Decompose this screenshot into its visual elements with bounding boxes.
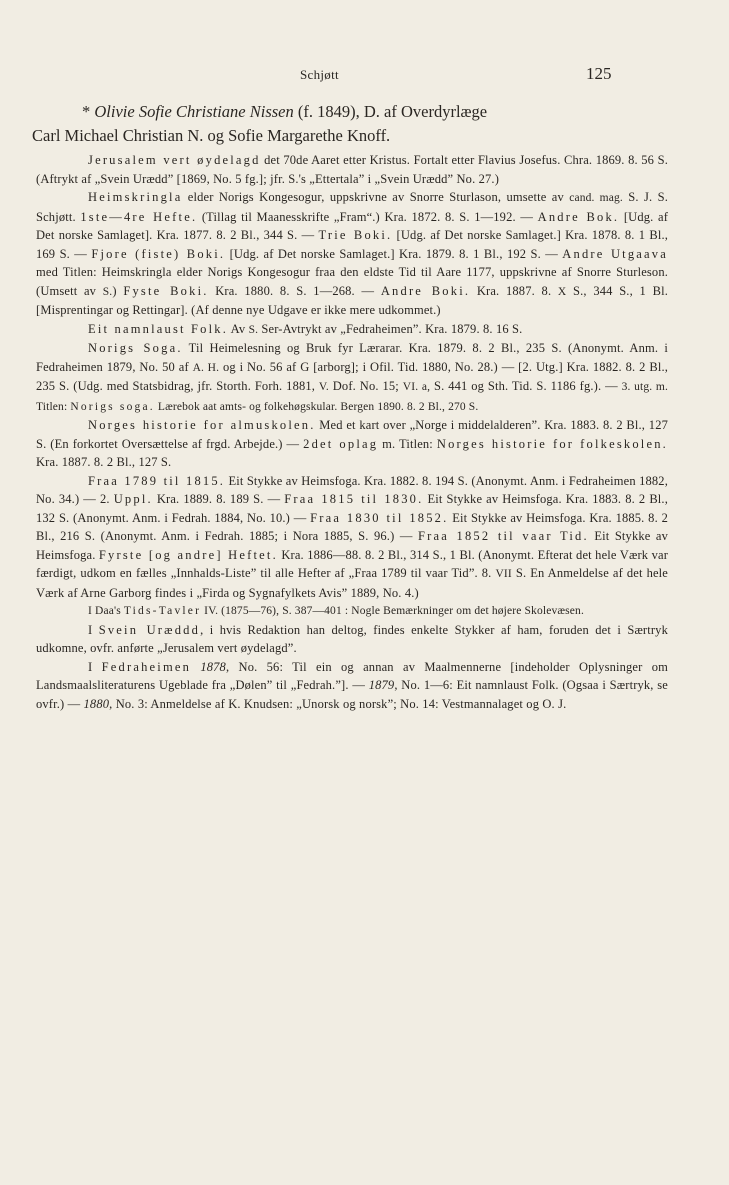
- roman-text: V.: [318, 381, 329, 393]
- entry-text: Til Heimelesning og Bruk fyr Lærarar. Kra. 1879. 8. 2 Bl., 235 S. (Anonymt. Anm. i Fedraheimen 1879, No. 50 af: [36, 341, 668, 374]
- entry-text: Kra. 1887. 8. 2 Bl., 127 S.: [36, 455, 172, 469]
- entry-text: S. 441 og Sth. Tid. S. 1186 fg.). —: [430, 379, 622, 393]
- entry-text: , No. 3: Anmeldelse af K. Knudsen: „Unorsk og norskˮ; No. 14: Vestmannalaget og O. J.: [109, 696, 567, 711]
- entry-text: Kra. 1887. 8.: [470, 283, 558, 298]
- entry-text: I: [88, 622, 99, 637]
- roman-text: 3. utg. m. Titlen:: [36, 381, 668, 413]
- entry-text: m. Titlen:: [378, 436, 437, 451]
- entry-text: Kra. 1889. 8. 189 S. —: [152, 492, 285, 506]
- work-title: Tids-Tavler: [123, 605, 202, 617]
- entry-text: Eit Stykke av Heimsfoga. Kra. 1883. 8. 2 Bl., 132 S. (Anonymt. Anm. i Fedrah. 1884, No. 10.) —: [36, 492, 668, 525]
- work-title: Norges historie for almuskolen.: [88, 418, 316, 432]
- volume-title: Fjore (fiste) Boki.: [91, 246, 226, 261]
- entry-text: Med et kart over „Norge i middelalderenˮ. Kra. 1883. 8. 2 Bl., 127 S. (En forkortet Oversættelse af frgd. Arbejde.) —: [36, 418, 668, 451]
- entry-text: [Udg. af Det norske Samlaget]. Kra. 1877. 8. 2 Bl., 344 S. —: [36, 209, 669, 242]
- volume-title: 2det oplag: [303, 436, 379, 451]
- roman-text: VII: [495, 568, 512, 580]
- volume-title: Trie Boki.: [318, 228, 393, 242]
- volume-title: 1ste—4re Hefte.: [80, 209, 198, 224]
- volume-title: Fraa 1815 til 1830.: [284, 492, 424, 506]
- roman-text: S.: [102, 285, 113, 298]
- entry-text: (Tillag til Maanesskrifte „Fram“.) Kra. 1872. 8. S. 1—192. —: [197, 209, 538, 224]
- work-title: Eit namnlaust Folk.: [88, 321, 229, 336]
- year-text: 1880: [83, 696, 110, 711]
- entry-text: S., 344 S., 1 Bl. [Misprentingar og Rettingar]. (Af denne nye Udgave er ikke mere udkommet.): [36, 283, 668, 317]
- work-title: Svein Uræddd: [98, 622, 201, 637]
- entry-text: med Titlen: Heimskringla elder Norigs Kongesogur fraa den eldste Tid til Aare 1177, uppskrivne af Snorre Sturleson. (Umsett av: [36, 265, 668, 298]
- roman-text: VI. a,: [402, 381, 431, 393]
- entry-heading-line-1: [32, 100, 664, 124]
- work-title: Heimskringla: [88, 190, 183, 204]
- running-head: [0, 64, 729, 88]
- entry-text: Eit Stykke av Heimsfoga. Kra. 1885. 8. 2 Bl., 216 S. (Anonymt. Anm. i Fedrah. 1885; i Nora 1885, S. 96.) —: [36, 510, 668, 543]
- entry-namnlaust-folk: [36, 320, 668, 340]
- entry-tids-tavler: [36, 602, 668, 621]
- entry-text: Eit Stykke av Heimsfoga. Kra. 1882. 8. 194 S. (Anonymt. Anm. i Fedraheimen 1882, No. 34.) — 2.: [36, 473, 668, 506]
- bibliography-body: [36, 151, 668, 713]
- entry-text: I: [88, 659, 102, 674]
- asterisk-marker: *: [82, 102, 91, 121]
- entry-text: , i hvis Redaktion han deltog, findes enkelte Stykker af ham, foruden det i Særtryk udkomne, ovfr. anførte „Jerusalem vert øydelagdˮ.: [36, 622, 668, 655]
- entry-text: I Daa's: [88, 605, 124, 617]
- entry-heading-line-2: Carl Michael Christian N. og Sofie Margarethe Knoff.: [32, 126, 391, 145]
- volume-title: Andre Utgaava: [562, 246, 668, 261]
- volume-title: Andre Bok.: [537, 209, 620, 224]
- work-title: Fedraheimen: [101, 659, 192, 674]
- entry-text: , No. 1—6: Eit namnlaust Folk. (Ogsaa i Særtryk, se ovfr.) —: [36, 678, 668, 711]
- entry-text: og i No. 56 af G [arborg]; i Ofil. Tid. 1880, No. 28.) — [2. Utg.] Kra. 1882. 8. 2 Bl., 235 S. (Udg. med Statsbidrag, jfr. Storth. Forh. 1881,: [36, 359, 668, 393]
- year-text: 1879: [368, 678, 395, 692]
- entry-norigs-soga: [36, 339, 668, 416]
- volume-title: Uppl.: [113, 492, 153, 506]
- entry-text: [Udg. af Det norske Samlaget.] Kra. 1878. 8. 1 Bl., 169 S. —: [36, 228, 668, 261]
- work-title: Norigs Soga.: [88, 341, 183, 355]
- entry-svein-uraedd: [36, 621, 668, 658]
- page-number: 125: [586, 64, 612, 83]
- entry-name: Olivie Sofie Christiane Nissen: [94, 102, 294, 121]
- volume-title: Fyrste [og andre] Heftet.: [98, 547, 278, 562]
- roman-text: A. H.: [192, 361, 220, 374]
- roman-text: cand. mag.: [569, 192, 623, 204]
- roman-text: X: [557, 285, 567, 298]
- entry-text: Kra. 1886—88. 8. 2 Bl., 314 S., 1 Bl. (Anonymt. Efterat det hele Værk var færdigt, udkom en fælles „Innhalds-Listeˮ til alle Hefter af „Fraa 1789 til vaar Tidˮ. 8.: [36, 547, 669, 580]
- work-title: Norigs soga.: [70, 400, 155, 413]
- volume-title: Andre Boki.: [380, 283, 471, 298]
- volume-title: Fraa 1852 til vaar Tid.: [417, 529, 589, 543]
- entry-text: Av: [228, 321, 249, 336]
- entry-text: Dof. No. 15;: [328, 379, 403, 393]
- entry-text: ): [112, 283, 124, 298]
- entry-text: [Udg. af Det norske Samlaget.] Kra. 1879. 8. 1 Bl., 192 S. —: [225, 246, 563, 261]
- entry-text: S. En Anmeldelse af det hele Værk af Arne Garborg findes i „Firda og Sygnafylkets Avisˮ 1889, No. 4.): [36, 566, 668, 600]
- entry-fedraheimen: [36, 658, 668, 714]
- running-title: Schjøtt: [300, 67, 339, 82]
- entry-birth-info: (f. 1849), D. af Overdyrlæge: [293, 102, 488, 121]
- entry-text: S. J. S. Schjøtt.: [36, 190, 668, 224]
- volume-title: Norges historie for folkeskolen.: [436, 436, 668, 451]
- volume-title: Fraa 1830 til 1852.: [310, 510, 449, 525]
- year-text: 1878: [191, 659, 226, 674]
- entry-heimskringla: [36, 188, 668, 320]
- entry-text: IV. (1875—76), S. 387—401 : Nogle Bemærkninger om det højere Skolevæsen.: [201, 605, 584, 617]
- entry-text: Kra. 1880. 8. S. 1—268. —: [208, 283, 381, 298]
- volume-title: Fyste Boki.: [123, 283, 209, 298]
- entry-jerusalem: [36, 151, 668, 188]
- entry-fraa-1789: [36, 472, 668, 603]
- entry-text: Ser-Avtrykt av „Fedraheimenˮ. Kra. 1879. 8. 16 S.: [258, 321, 523, 336]
- roman-text: Lærebok aat amts- og folkehøgskular. Bergen 1890. 8. 2 Bl., 270 S.: [154, 400, 479, 413]
- entry-text: elder Norigs Kongesogur, uppskrivne av Snorre Sturlason, umsette av: [182, 190, 570, 204]
- entry-norges-historie: [36, 416, 668, 472]
- roman-text: S.: [248, 323, 259, 336]
- work-title: Jerusalem vert øydelagd: [88, 153, 261, 167]
- entry-text: Eit Stykke av Heimsfoga.: [36, 529, 669, 562]
- entry-text: , No. 56: Til ein og annan av Maalmennerne [indeholder Oplysninger om Landsmaalsliteraturens Ugeblade fra „Dølenˮ til „Fedrah.ˮ]. —: [36, 659, 668, 692]
- entry-text: det 70de Aaret etter Kristus. Fortalt etter Flavius Josefus. Chra. 1869. 8. 56 S. (Aftrykt af „Svein Uræddˮ [1869, No. 5 fg.]; jfr. S.'s „Ettertalaˮ i „Svein Uræddˮ No. 27.): [36, 153, 668, 186]
- work-title: Fraa 1789 til 1815.: [88, 473, 226, 488]
- entry-heading: [32, 100, 664, 148]
